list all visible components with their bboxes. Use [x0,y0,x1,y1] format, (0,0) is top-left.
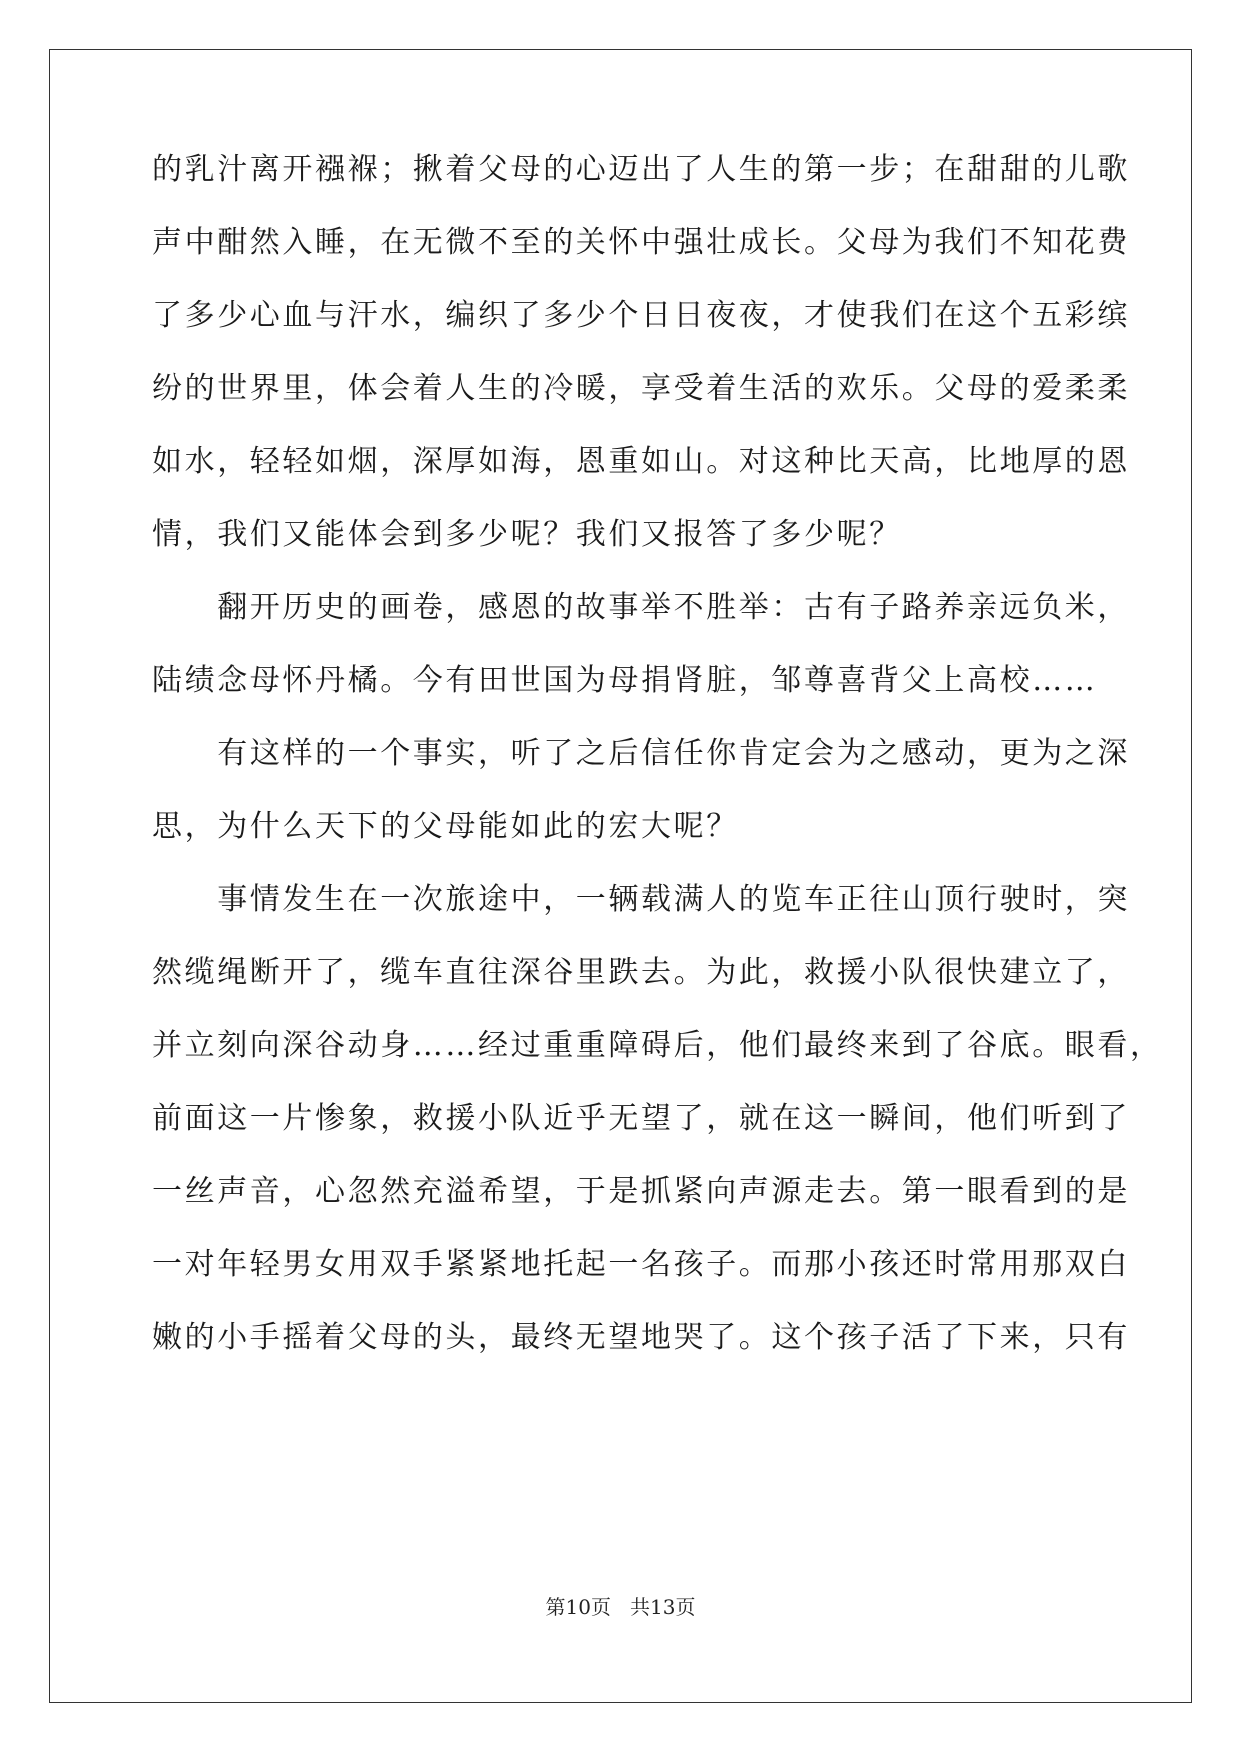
text-line: 翻开历史的画卷，感恩的故事举不胜举：古有子路养亲远负米， [152,590,1130,625]
text-line: 声中酣然入睡，在无微不至的关怀中强壮成长。父母为我们不知花费 [152,225,1130,260]
text-line: 有这样的一个事实，听了之后信任你肯定会为之感动，更为之深 [152,736,1130,771]
text-line: 的乳汁离开襁褓；揪着父母的心迈出了人生的第一步；在甜甜的儿歌 [152,152,1130,187]
text-line: 思，为什么天下的父母能如此的宏大呢？ [152,809,739,844]
text-line: 事情发生在一次旅途中，一辆载满人的览车正往山顶行驶时，突 [152,882,1130,917]
page-total: 共13页 [630,1595,696,1619]
page-number: 第10页 [545,1595,611,1619]
text-line: 一丝声音，心忽然充溢希望，于是抓紧向声源走去。第一眼看到的是 [152,1174,1130,1209]
text-line: 纷的世界里，体会着人生的冷暖，享受着生活的欢乐。父母的爱柔柔 [152,371,1130,406]
text-line: 并立刻向深谷动身……经过重重障碍后，他们最终来到了谷底。眼看， [152,1028,1163,1063]
text-line: 嫩的小手摇着父母的头，最终无望地哭了。这个孩子活了下来，只有 [152,1320,1130,1355]
text-line: 了多少心血与汗水，编织了多少个日日夜夜，才使我们在这个五彩缤 [152,298,1130,333]
text-line: 一对年轻男女用双手紧紧地托起一名孩子。而那小孩还时常用那双白 [152,1247,1130,1282]
text-line: 陆绩念母怀丹橘。今有田世国为母捐肾脏，邹尊喜背父上高校…… [152,663,1098,698]
text-line: 前面这一片惨象，救援小队近乎无望了，就在这一瞬间，他们听到了 [152,1101,1130,1136]
page-footer [0,1592,1241,1622]
text-line: 然缆绳断开了，缆车直往深谷里跌去。为此，救援小队很快建立了， [152,955,1130,990]
text-line: 情，我们又能体会到多少呢？我们又报答了多少呢？ [152,517,902,552]
text-line: 如水，轻轻如烟，深厚如海，恩重如山。对这种比天高，比地厚的恩 [152,444,1130,479]
